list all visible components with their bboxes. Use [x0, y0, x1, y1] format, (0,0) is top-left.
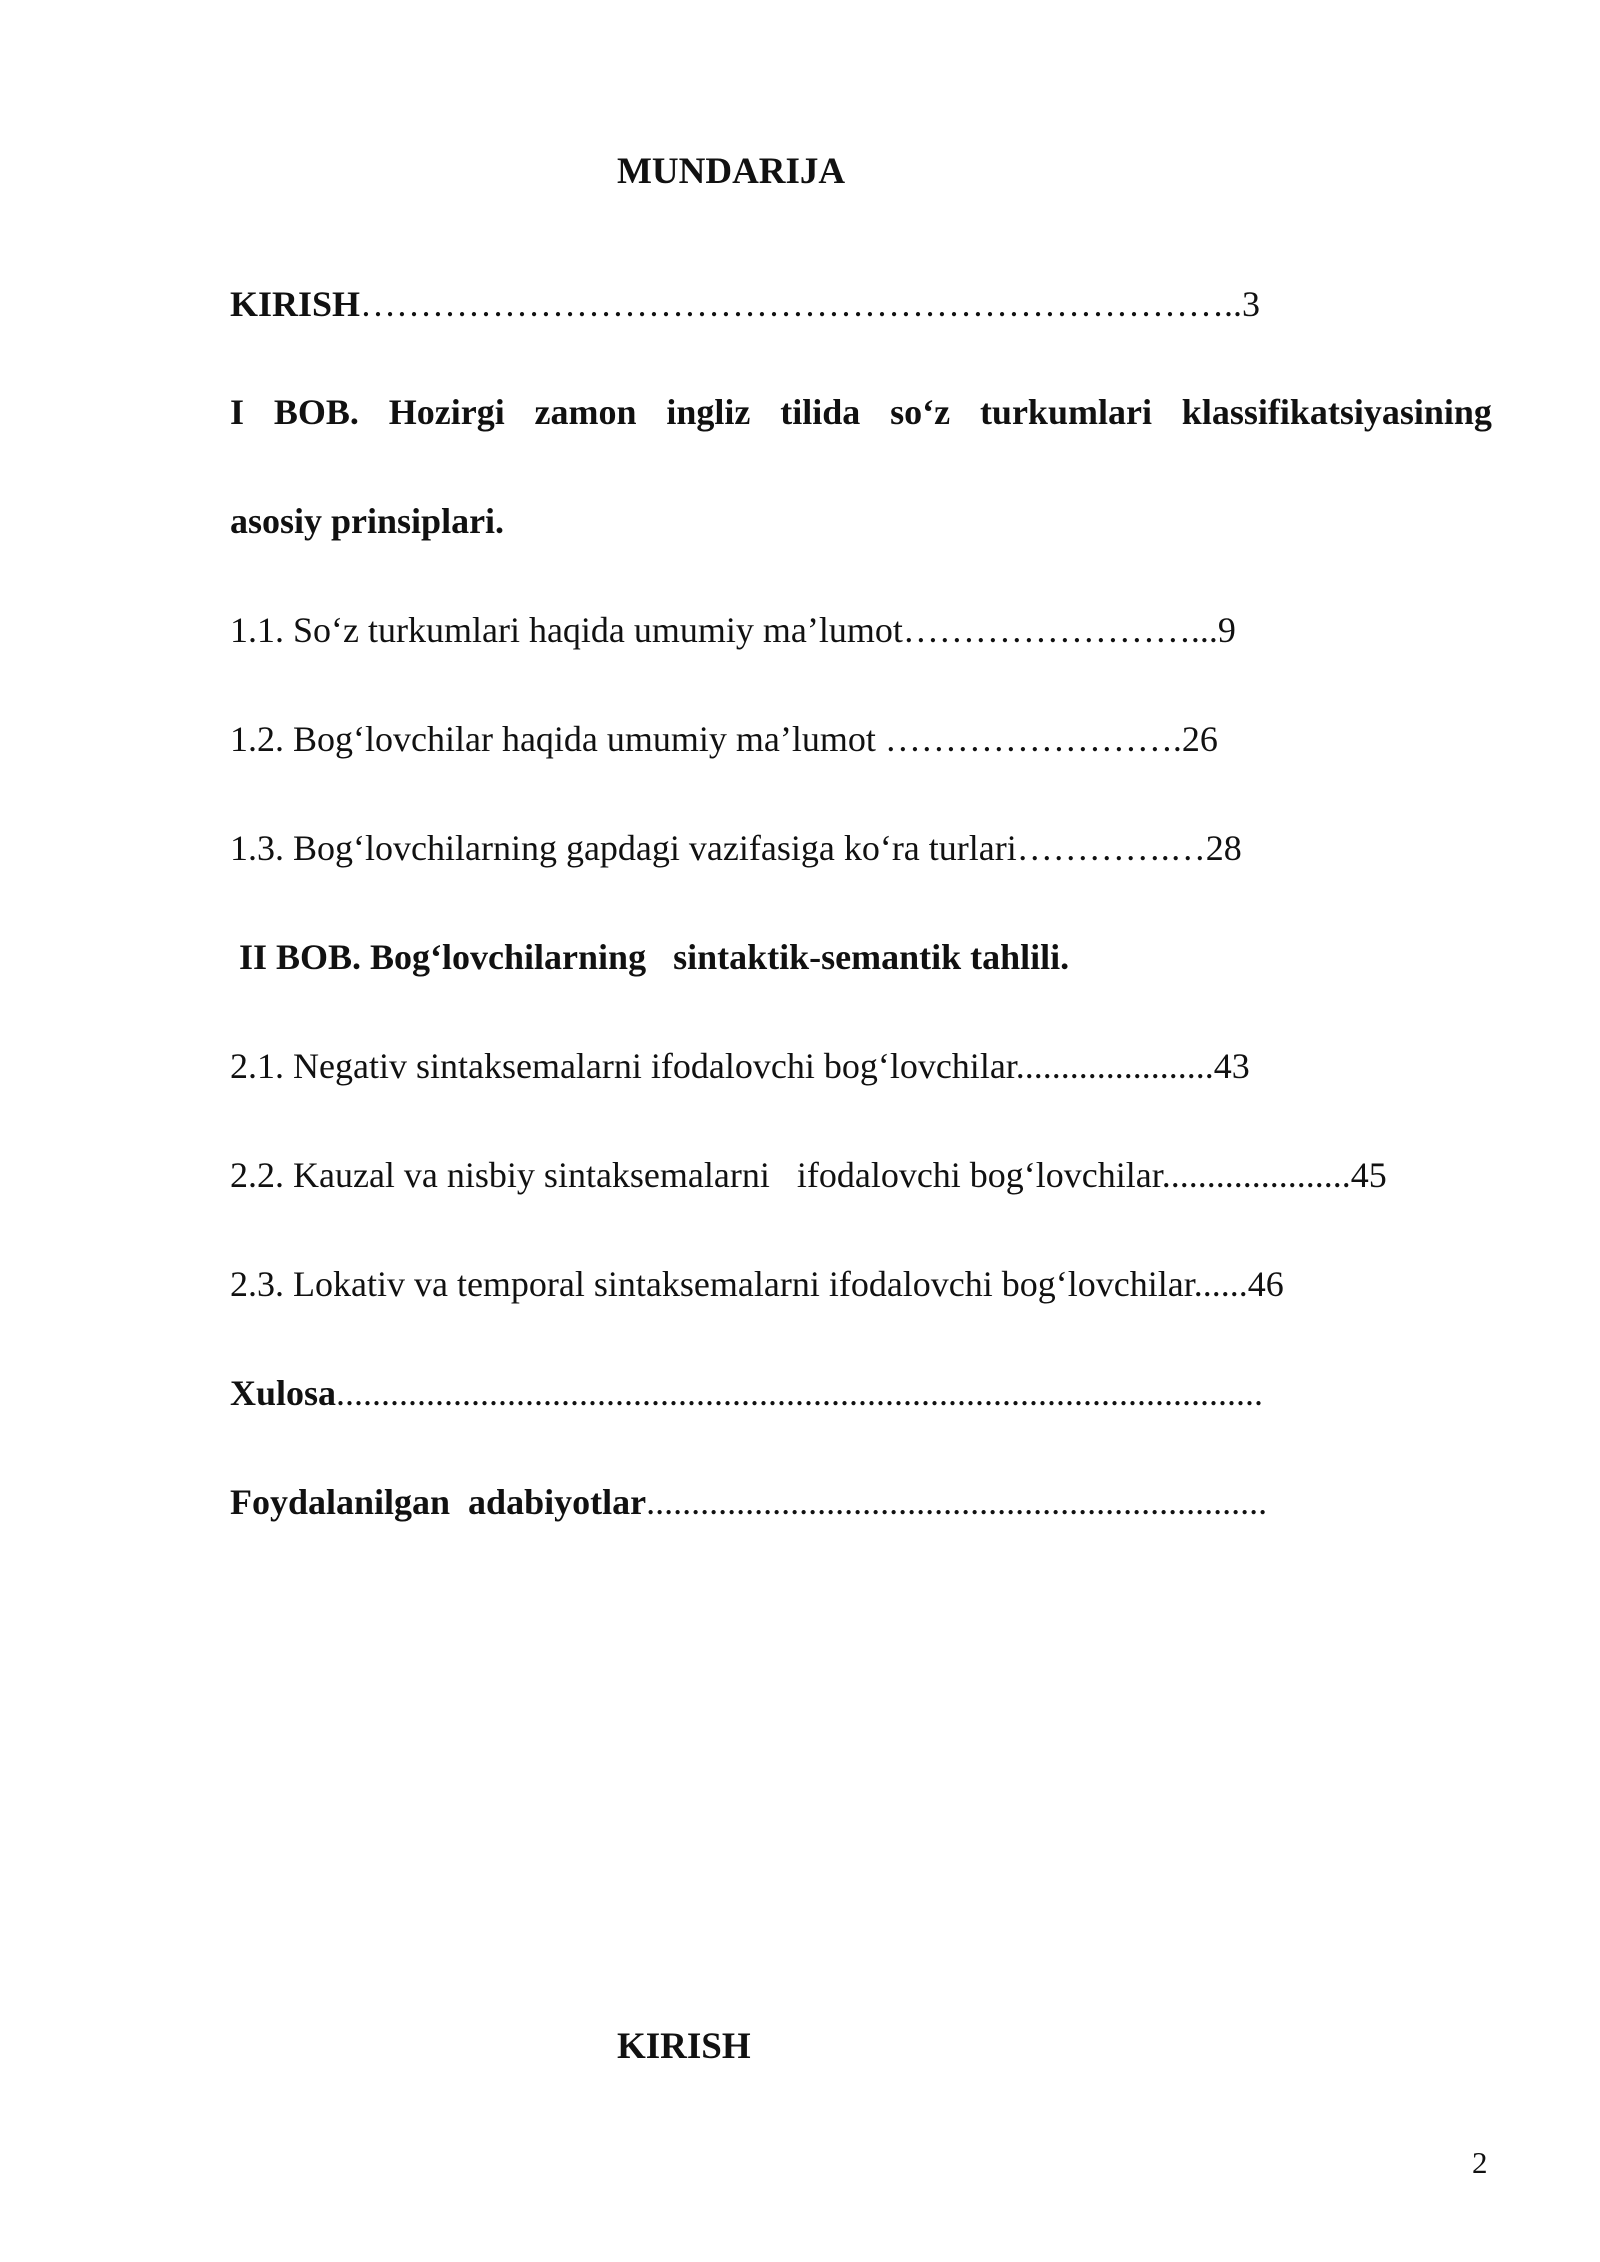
toc-entry-label: KIRISH: [230, 284, 361, 324]
toc-entry-2-3: 2.3. Lokativ va temporal sintaksemalarni ifodalovchi bog‘lovchilar......46: [230, 1264, 1284, 1304]
toc-page-number: 3: [1242, 284, 1261, 324]
toc-entry-foydalanilgan-adabiyotlar: [230, 1481, 1267, 1523]
heading-word: klassifikatsiyasining: [1181, 392, 1492, 432]
toc-entry-2-1: 2.1. Negativ sintaksemalarni ifodalovchi bog‘lovchilar......................43: [230, 1046, 1250, 1086]
heading-word: tilida: [780, 392, 861, 432]
toc-entry-1-1: 1.1. So‘z turkumlari haqida umumiy ma’lumot……………………...9: [230, 610, 1236, 650]
toc-entry-2-2: 2.2. Kauzal va nisbiy sintaksemalarni ifodalovchi bog‘lovchilar.....................45: [230, 1155, 1387, 1195]
toc-chapter-1-heading-continued: asosiy prinsiplari.: [230, 501, 505, 541]
page-title: MUNDARIJA: [617, 151, 846, 192]
toc-leader-dots: .......................................................................................................: [336, 1373, 1264, 1413]
heading-word: turkumlari: [979, 392, 1152, 432]
toc-entry-kirish: [230, 283, 1260, 325]
toc-chapter-1-heading: [230, 391, 1492, 433]
heading-word: I: [230, 392, 245, 432]
toc-chapter-2-heading: II BOB. Bog‘lovchilarning sintaktik-semantik tahlili.: [230, 937, 1070, 977]
heading-word: Hozirgi: [388, 392, 505, 432]
heading-word: so‘z: [890, 392, 951, 432]
page-number: 2: [1472, 2145, 1488, 2180]
toc-entry-label: Foydalanilgan adabiyotlar: [230, 1482, 647, 1522]
toc-leader-dots: .....................................................................: [646, 1482, 1268, 1522]
next-section-title: KIRISH: [617, 2026, 751, 2067]
toc-entry-1-2: 1.2. Bog‘lovchilar haqida umumiy ma’lumot …………………….26: [230, 719, 1218, 759]
toc-entry-xulosa: [230, 1372, 1263, 1414]
heading-word: BOB.: [273, 392, 359, 432]
heading-word: ingliz: [666, 392, 751, 432]
toc-entry-1-3: 1.3. Bog‘lovchilarning gapdagi vazifasiga ko‘ra turlari………….…28: [230, 828, 1242, 868]
toc-leader-dots: ………………………………………………………………..: [360, 284, 1243, 324]
toc-entry-label: Xulosa: [230, 1373, 337, 1413]
heading-word: zamon: [534, 392, 637, 432]
